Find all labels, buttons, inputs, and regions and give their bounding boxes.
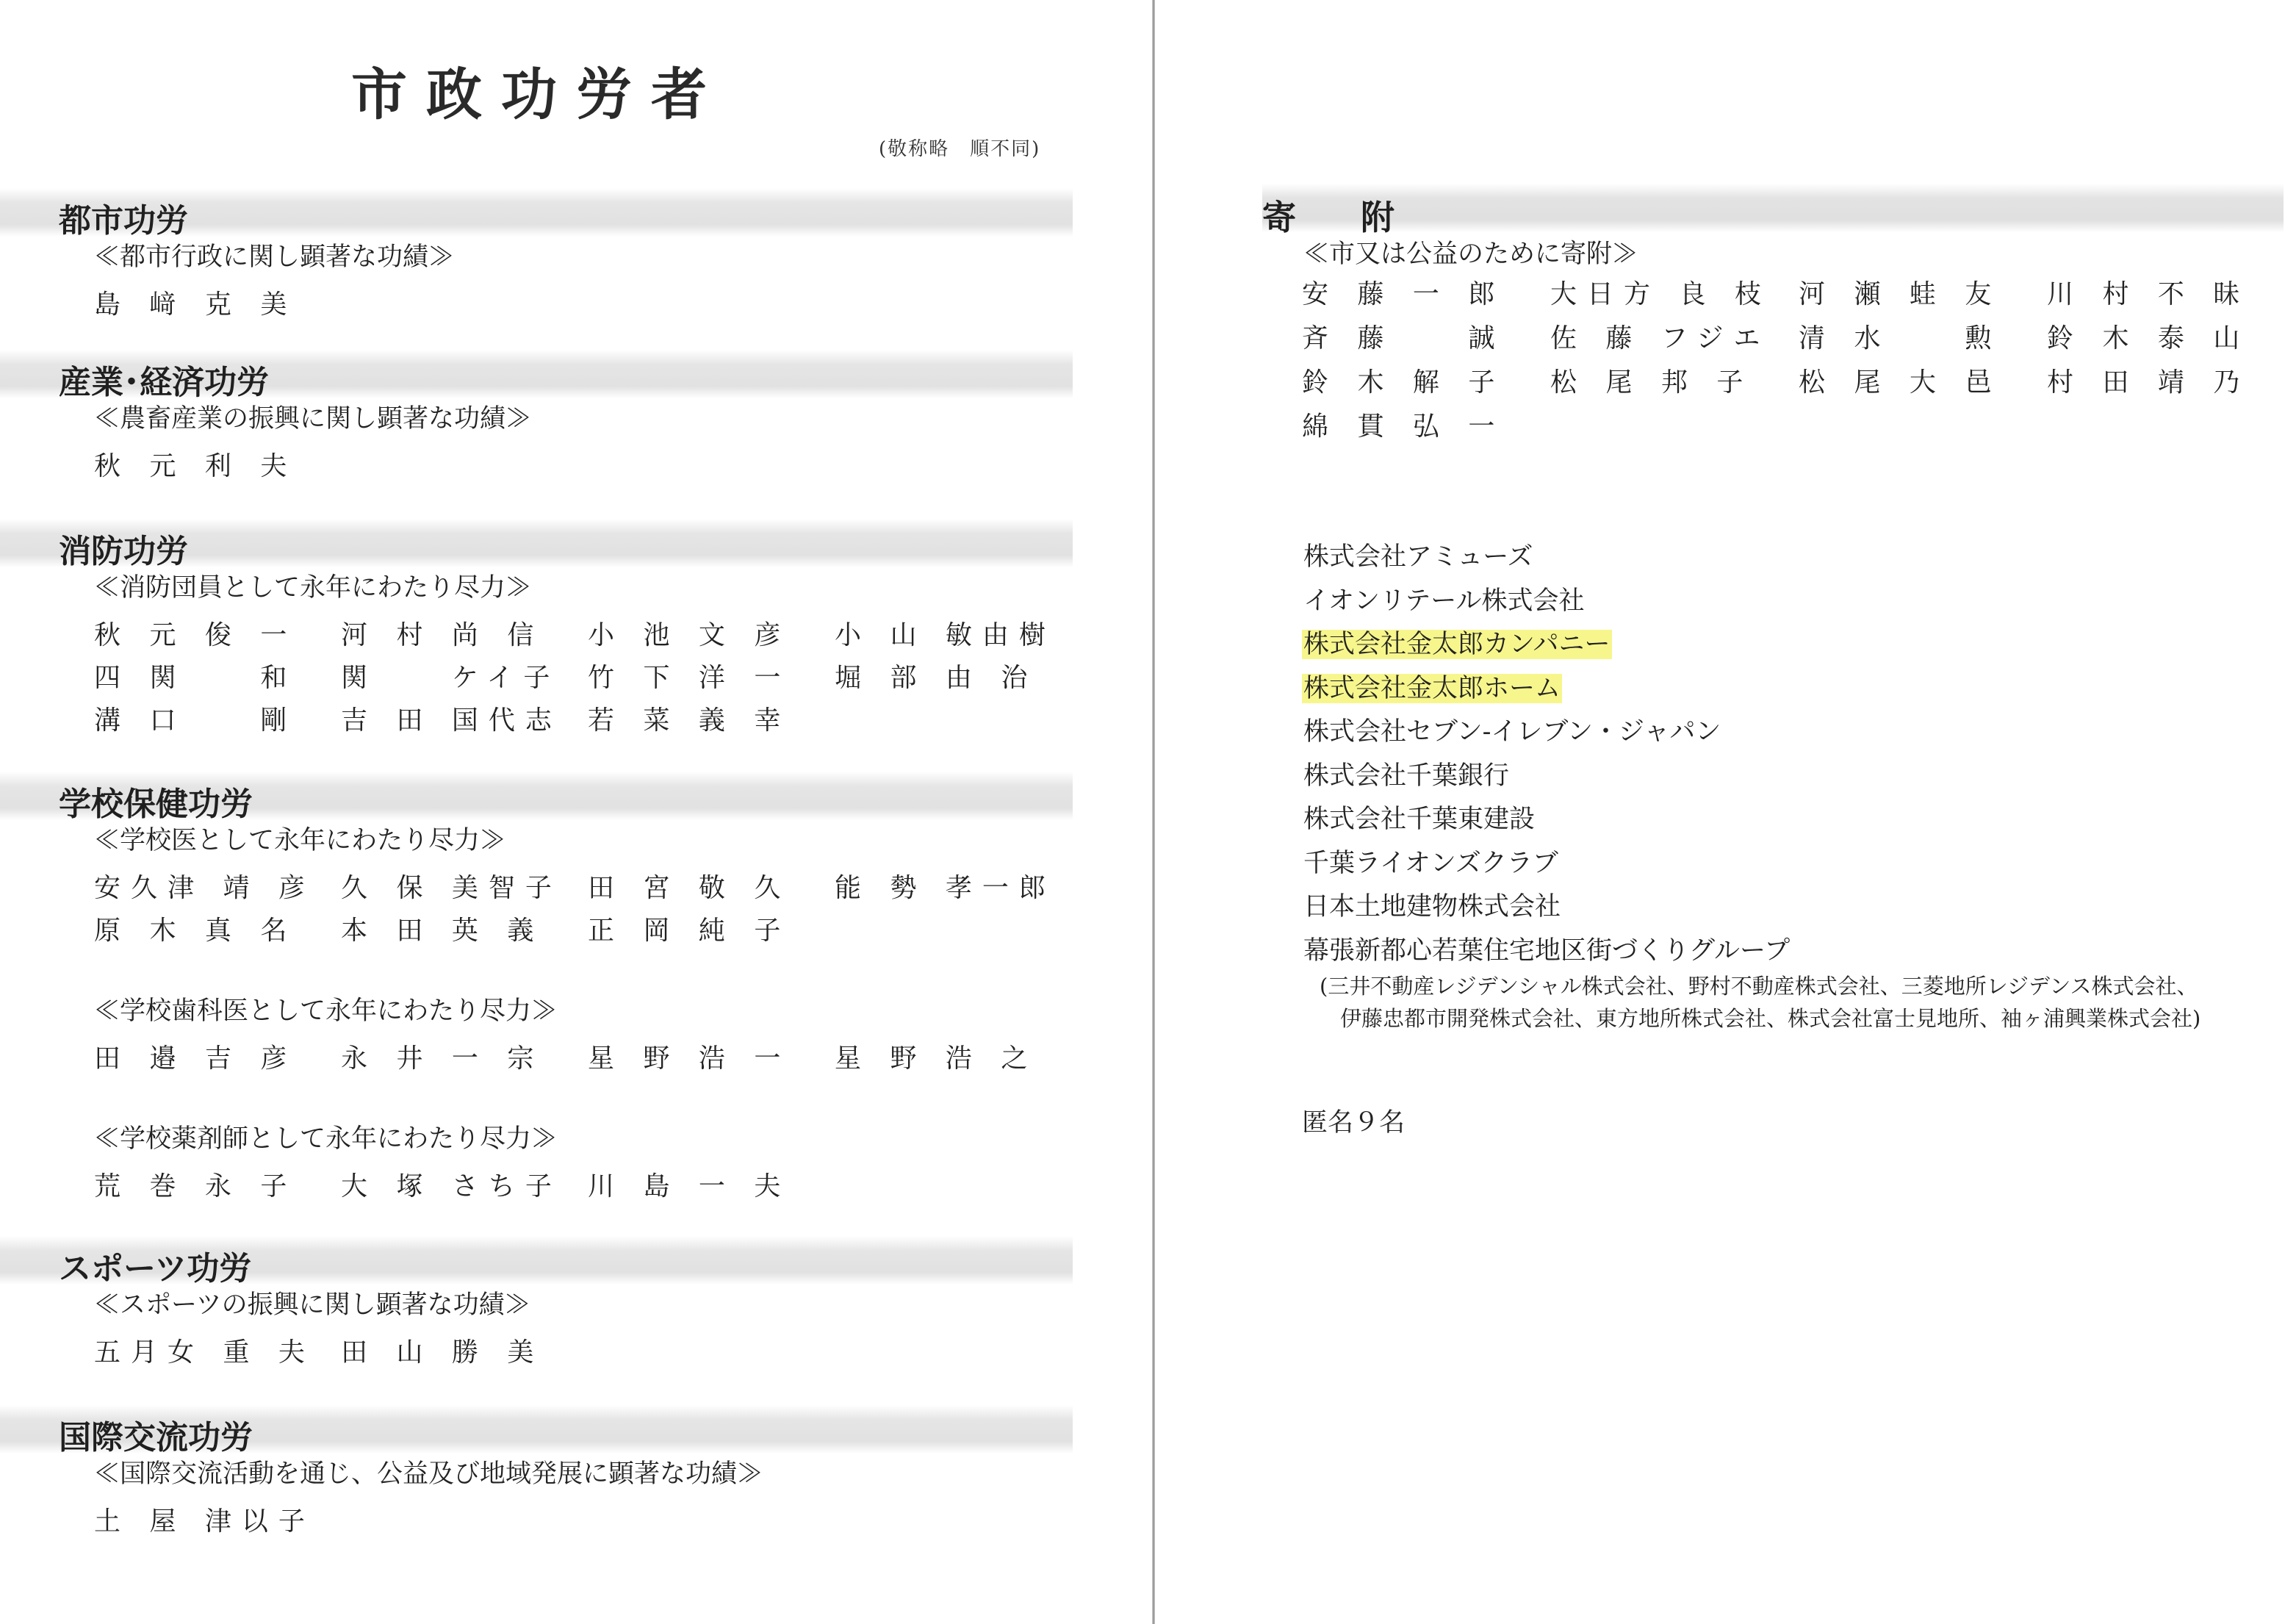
company-name: 株式会社千葉東建設 [1303,805,1536,834]
recipient-name: 土 屋 津以子 [94,1506,315,1537]
group-members-line-2: 伊藤忠都市開発株式会社、東方地所株式会社、株式会社富士見地所、袖ヶ浦興業株式会社) [1340,1006,2201,1031]
recipient-name: 本 田 英 義 [341,916,544,946]
donation-heading-band [1262,184,2284,237]
recipient-names [0,867,1073,952]
section-heading: 都市功労 [59,202,188,240]
section-heading: 産業･経済功労 [59,364,269,401]
award-citation: ≪学校医として永年にわたり尽力≫ [94,826,506,855]
recipient-name: 若 菜 義 幸 [588,705,791,736]
section-heading-band [0,519,1073,570]
recipient-names [0,1165,1073,1208]
award-citation: ≪国際交流活動を通じ、公益及び地域発展に顕著な功績≫ [94,1459,763,1489]
company-name: 日本土地建物株式会社 [1303,892,1561,921]
award-section [0,772,1073,1208]
section-heading-band [0,188,1073,240]
recipient-names [0,1332,1073,1374]
recipient-name: 五月女 重 夫 [94,1337,315,1368]
award-citation: ≪都市行政に関し顕著な功績≫ [94,242,455,272]
recipient-name: 星 野 浩 之 [835,1043,1038,1074]
recipient-name: 田 邉 吉 彦 [94,1043,298,1074]
company-item [1302,930,1791,974]
award-citation: ≪学校歯科医として永年にわたり尽力≫ [94,996,558,1026]
recipient-name: 久 保 美智子 [341,873,562,903]
name-row [1302,406,2295,450]
section-heading-band [0,772,1073,823]
company-name: 株式会社金太郎カンパニー [1303,630,1611,659]
recipient-name: 星 野 浩 一 [588,1043,791,1074]
company-name: 株式会社金太郎ホーム [1303,673,1561,703]
name-row [94,1165,1073,1208]
group-members-line-1: (三井不動産レジデンシャル株式会社、野村不動産株式会社、三菱地所レジデンス株式会社、 [1320,974,2198,999]
recipient-name: 竹 下 洋 一 [588,663,791,693]
donor-name: 斉 藤 誠 [1302,323,1505,353]
name-row [94,614,1073,657]
recipient-name: 堀 部 由 治 [835,663,1038,693]
anonymous-donors: 匿名９名 [1302,1108,1406,1138]
section-heading-band [0,1236,1073,1285]
award-citation: ≪農畜産業の振興に関し顕著な功績≫ [94,404,532,434]
recipient-names [0,445,1073,488]
company-item [1302,843,1791,887]
company-item [1302,624,1791,668]
group-members-note [1320,970,2200,1035]
group-spacer [0,952,1073,991]
recipient-name: 田 宮 敬 久 [588,873,791,903]
company-item [1302,668,1791,712]
donor-name: 村 田 靖 乃 [2047,367,2250,398]
name-row [94,657,1073,700]
award-citation: ≪学校薬剤師として永年にわたり尽力≫ [94,1124,558,1154]
name-row [94,284,1073,326]
donation-heading: 寄附 [1262,198,1459,237]
award-citation: ≪消防団員として永年にわたり尽力≫ [94,573,532,603]
recipient-name: 永 井 一 宗 [341,1043,544,1074]
company-name: 株式会社セブン‐イレブン・ジャパン [1303,717,1721,747]
company-item [1302,799,1791,843]
donor-name: 清 水 勲 [1799,323,2002,353]
recipient-name: 田 山 勝 美 [341,1337,544,1368]
recipient-name: 大 塚 さち子 [341,1171,562,1201]
donor-name: 松 尾 邦 子 [1550,367,1754,398]
recipient-name: 安久津 靖 彦 [94,873,315,903]
section-heading-band [0,350,1073,401]
name-row [94,1501,1073,1543]
name-row [1302,273,2295,317]
donor-name: 松 尾 大 邑 [1799,367,2002,398]
donor-name: 鈴 木 解 子 [1302,367,1505,398]
name-row [94,867,1073,910]
section-heading-band [0,1405,1073,1454]
name-row [1302,362,2295,406]
recipient-name: 原 木 真 名 [94,916,298,946]
company-name: 幕張新都心若葉住宅地区街づくりグループ [1303,935,1791,966]
recipient-name: 川 島 一 夫 [588,1171,791,1201]
donor-name: 綿 貫 弘 一 [1302,412,1505,442]
award-section [0,188,1073,326]
honorific-note: (敬称略 順不同) [879,138,1041,160]
name-row [94,445,1073,488]
right-page [1155,0,2296,1624]
recipient-name: 関 ケイ子 [341,663,561,693]
section-heading: 消防功労 [59,533,188,570]
recipient-name: 吉 田 国代志 [341,705,562,736]
donor-name: 安 藤 一 郎 [1302,279,1505,309]
recipient-name: 四 関 和 [94,663,298,693]
company-name: イオンリテール株式会社 [1303,586,1585,616]
recipient-names [0,284,1073,326]
recipient-names [0,1501,1073,1543]
recipient-name: 溝 口 剛 [94,705,298,736]
recipient-name: 能 勢 孝一郎 [835,873,1056,903]
donor-name-grid [1302,273,2295,450]
name-row [94,700,1073,742]
section-heading: スポーツ功労 [59,1250,252,1287]
donation-citation: ≪市又は公益のために寄附≫ [1303,240,1638,269]
section-heading: 国際交流功労 [59,1419,253,1456]
company-item [1302,886,1791,930]
recipient-name: 小 山 敏由樹 [835,620,1056,650]
company-list [1302,536,1791,974]
section-heading: 学校保健功労 [59,786,253,823]
document-title: 市政功労者 [351,62,726,127]
recipient-name: 河 村 尚 信 [341,620,544,650]
award-section [0,1236,1073,1374]
donor-name: 佐 藤 フジエ [1550,323,1771,353]
company-item [1302,711,1791,755]
recipient-name: 秋 元 俊 一 [94,620,298,650]
name-row [1302,317,2295,362]
name-row [94,910,1073,952]
recipient-name: 荒 巻 永 子 [94,1171,298,1201]
company-name: 株式会社アミューズ [1303,542,1533,572]
company-item [1302,536,1791,581]
recipient-names [0,1038,1073,1080]
recipient-name: 秋 元 利 夫 [94,451,298,481]
recipient-name: 島 﨑 克 美 [94,290,298,320]
award-section [0,350,1073,488]
donor-name: 川 村 不 昧 [2047,279,2250,309]
company-name: 株式会社千葉銀行 [1303,761,1510,791]
recipient-names [0,614,1073,742]
company-item [1302,755,1791,800]
recipient-name: 小 池 文 彦 [588,620,791,650]
award-section [0,1405,1073,1543]
donor-name: 鈴 木 泰 山 [2047,323,2250,353]
name-row [94,1332,1073,1374]
award-section [0,519,1073,742]
company-item [1302,581,1791,625]
donor-name: 河 瀬 蛙 友 [1799,279,2002,309]
company-name: 千葉ライオンズクラブ [1303,848,1558,878]
award-citation: ≪スポーツの振興に関し顕著な功績≫ [94,1290,530,1320]
group-spacer [0,1080,1073,1118]
recipient-name: 正 岡 純 子 [588,916,791,946]
donor-name: 大日方 良 枝 [1550,279,1771,309]
name-row [94,1038,1073,1080]
